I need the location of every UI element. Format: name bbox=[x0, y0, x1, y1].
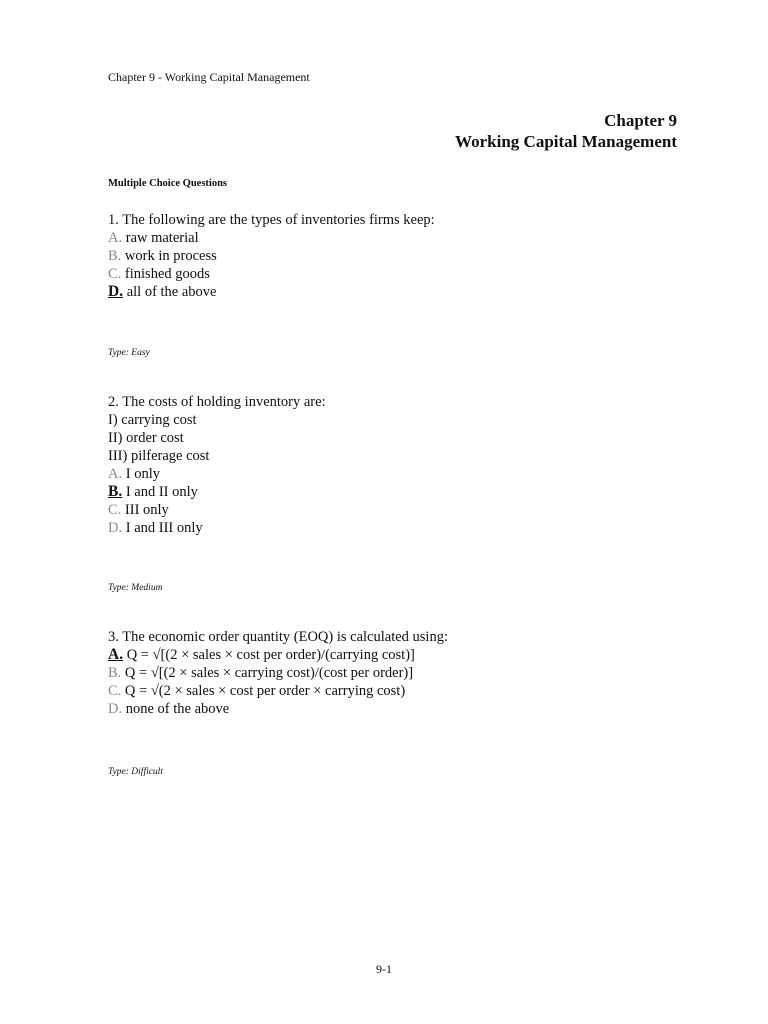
option-letter: D. bbox=[108, 701, 123, 717]
option-text: none of the above bbox=[125, 701, 230, 717]
question-stem: 2. The costs of holding inventory are: bbox=[108, 394, 326, 410]
cost-item: I) carrying cost bbox=[108, 412, 197, 428]
answer-option-d-correct bbox=[108, 283, 708, 301]
answer-option-a-correct bbox=[108, 646, 708, 664]
section-heading: Multiple Choice Questions bbox=[108, 178, 228, 189]
chapter-name: Working Capital Management bbox=[455, 132, 677, 151]
option-letter: A. bbox=[108, 230, 123, 246]
question-2 bbox=[108, 393, 708, 537]
option-text: Q = √[(2 × sales × cost per order)/(carrying cost)] bbox=[126, 647, 415, 663]
difficulty-label: Type: Difficult bbox=[108, 767, 163, 777]
running-header: Chapter 9 - Working Capital Management bbox=[108, 70, 310, 84]
answer-option-c bbox=[108, 265, 708, 283]
answer-option-b bbox=[108, 247, 708, 265]
option-letter: C. bbox=[108, 266, 122, 282]
answer-option-a bbox=[108, 229, 708, 247]
answer-option-b bbox=[108, 664, 708, 682]
question-stem: 3. The economic order quantity (EOQ) is calculated using: bbox=[108, 629, 448, 645]
difficulty-label: Type: Easy bbox=[108, 348, 150, 358]
option-letter: C. bbox=[108, 502, 122, 518]
cost-item: II) order cost bbox=[108, 430, 184, 446]
chapter-number: Chapter 9 bbox=[604, 111, 677, 130]
answer-option-c bbox=[108, 501, 708, 519]
question-3 bbox=[108, 628, 708, 718]
option-letter: D. bbox=[108, 520, 123, 536]
answer-option-d bbox=[108, 519, 708, 537]
option-letter: B. bbox=[108, 248, 122, 264]
correct-option-letter: B. bbox=[108, 483, 123, 500]
option-text: finished goods bbox=[124, 266, 210, 282]
correct-option-letter: A. bbox=[108, 646, 124, 663]
answer-option-b-correct bbox=[108, 483, 708, 501]
answer-option-d bbox=[108, 700, 708, 718]
option-text: Q = √[(2 × sales × carrying cost)/(cost per order)] bbox=[124, 665, 414, 681]
option-text: I only bbox=[125, 466, 160, 482]
question-1 bbox=[108, 211, 708, 301]
chapter-title bbox=[455, 110, 677, 152]
option-text: Q = √(2 × sales × cost per order × carrying cost) bbox=[124, 683, 406, 699]
option-text: I and II only bbox=[125, 484, 198, 500]
correct-option-letter: D. bbox=[108, 283, 124, 300]
cost-item: III) pilferage cost bbox=[108, 448, 210, 464]
answer-option-a bbox=[108, 465, 708, 483]
option-letter: A. bbox=[108, 466, 123, 482]
option-text: raw material bbox=[125, 230, 199, 246]
question-stem: 1. The following are the types of inventories firms keep: bbox=[108, 212, 435, 228]
option-text: all of the above bbox=[126, 284, 217, 300]
option-letter: C. bbox=[108, 683, 122, 699]
option-text: work in process bbox=[124, 248, 217, 264]
option-letter: B. bbox=[108, 665, 122, 681]
option-text: I and III only bbox=[125, 520, 203, 536]
page-number: 9-1 bbox=[376, 962, 392, 976]
option-text: III only bbox=[124, 502, 169, 518]
difficulty-label: Type: Medium bbox=[108, 583, 163, 593]
answer-option-c bbox=[108, 682, 708, 700]
